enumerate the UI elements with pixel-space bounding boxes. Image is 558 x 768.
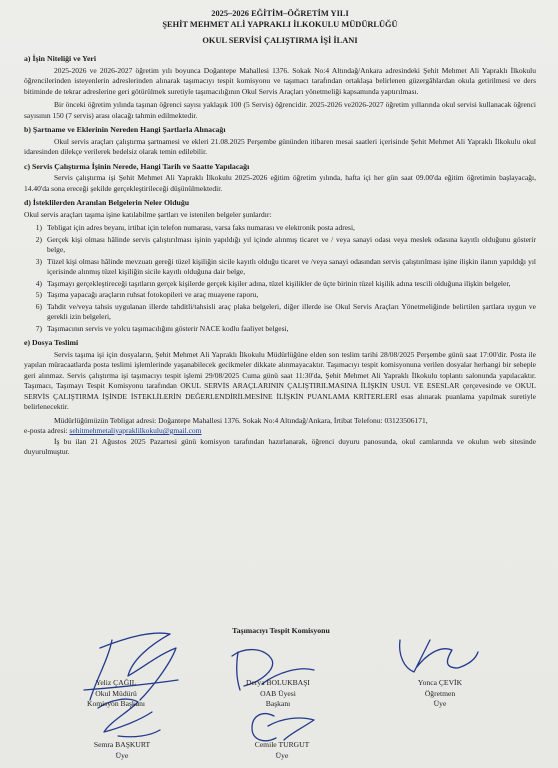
section-a xyxy=(24,54,536,121)
signatory-role: Komisyon Başkanı xyxy=(86,699,145,708)
signatory-name: Derya BOLUKBAŞI xyxy=(246,678,310,687)
list-item: 4) Taşımayı gerçekleştireceği taşıtların gerçek kişilerde gerçek kişiler adına, tüzel kişilikler de üçte birinin tüzel kişilik adına tescili olduğuna ilişkin belgeler, xyxy=(35,278,511,288)
signatory-name: Yeliz ÇAĞIL xyxy=(95,678,137,687)
list-item: 2) Gerçek kişi olması hâlinde servis çalıştırılması işinin yapıldığı yıl içinde alınmış ticaret ve / veya sanayi odası veya meslek odasına kayıtlı olduğunu gösterir belge, xyxy=(35,234,536,254)
header-school-name: ŞEHİT MEHMET ALİ YAPRAKLI İLKOKULU MÜDÜRLÜĞÜ xyxy=(162,20,398,29)
signatory-yeliz xyxy=(56,678,176,710)
section-c-paragraph: Servis çalıştırma işi Şehit Mehmet Ali Yapraklı İlkokulu 2025-2026 eğitim öğretim yılında, hafta içi her gün saat 09.00'da eğitim öğretimin başlayacağı, 14.40'da sona ereceği şekilde gerçekleştirileceği düşünülmektedir. xyxy=(24,173,536,193)
section-a-paragraph-2: Bir önceki öğretim yılında taşınan öğrenci sayısı yaklaşık 100 (5 Servis) öğrencidir. 2025-2026 ve2026-2027 öğretim yıllarında okul servisi kullanacak öğrenci sayısının 150 (7 servis) arası olacağı tahmin edilmektedir. xyxy=(24,100,536,120)
signatory-role: Başkanı xyxy=(265,699,291,708)
header-school-year: 2025–2026 EĞİTİM–ÖĞRETİM YILI xyxy=(211,9,349,18)
section-b-title: b) Şartname ve Eklerinin Nereden Hangi Şartlarla Alınacağı xyxy=(24,125,226,134)
email-link[interactable]: sehitmehmetaliyapraklilkokulu@gmail.com xyxy=(69,426,202,435)
signatory-role: Öğretmen xyxy=(424,688,456,698)
signatory-role: Okul Müdürü xyxy=(95,688,137,698)
list-item: 6) Tahdit ve/veya tahsis uygulanan illerde tahditli/tahsisli araç plaka belgeleri, diğer illerde ise Okul Servis Araçları Yönetmeliğinde belirtilen şartlara uygun ve gerekli izin belgeleri, xyxy=(35,301,536,321)
section-c xyxy=(24,162,536,195)
signatory-role: Üye xyxy=(275,750,289,760)
section-e xyxy=(24,338,536,458)
section-a-paragraph-1: 2025-2026 ve 2026-2027 öğretim yılı boyunca Doğantepe Mahallesi 1376. Sokak No:4 Altındağ/Ankara adresindeki Şehit Mehmet Ali Yapraklı İlkokulu öğrencilerinden isteyenlerin adreslerinden alınarak taşımacıyı tespit komisyonu ve taşımacı tarafından ortaklaşa belirlenen güzergâhlardan okula getirilmesi ve ders bitiminde de tekrar adreslerine geri götürülmek suretiyle taşımacılığının Okul Servis Araçları yönetmeliği kapsamında yaptırılması. xyxy=(24,65,536,96)
signatory-yonca xyxy=(380,678,500,710)
section-d-title: d) İsteklilerden Aranılan Belgelerin Neler Olduğu xyxy=(24,198,190,207)
section-d xyxy=(24,198,536,334)
list-item: 5) Taşıma yapacağı araçların ruhsat fotokopileri ve araç muayene raporu, xyxy=(35,290,259,299)
signatory-cemile xyxy=(222,740,342,761)
section-c-title: c) Servis Çalıştırma İşinin Nerede, Hangi Tarih ve Saatte Yapılacağı xyxy=(24,161,250,171)
section-e-paragraph: Servis taşıma işi için dosyaların, Şehit Mehmet Ali Yapraklı İlkokulu Müdürlüğüne elden son teslim tarihi 28/08/2025 Perşembe günü saat 17:00'dir. Posta ile yapılan müracaatlarda posta teslimi işlemlerinde yaşanabilecek gecikmeler dikkate alınmayacaktır. Taşımacıyı tespit komisyonuna verilen dosyalar herhangi bir sebeple geri alınmaz. Servis çalıştırma işi taşımacıyı tespit işlemi 29/08/2025 Cuma günü saat 11:30'da, Şehit Mehmet Ali Yapraklı İlkokulu toplantı salonunda yapılacaktır. Taşımacı, Taşımayı Tespit Komisyonu tarafından OKUL SERVİS ARAÇLARININ ÇALIŞTIRILMASINA İLİŞKİN USUL VE ESESLAR çerçevesinde ve OKUL SERVİS ÇALIŞTIRMA İŞİNDE İSTEKLİLERİN DEĞERLENDİRİLMESİNE İLİŞKİN PUANLAMA KRİTERLERİ esas alınarak puanlama yapılmak suretiyle belirlenecektir. xyxy=(24,349,536,411)
signatory-role: OAB Üyesi xyxy=(260,688,296,698)
signatory-name: Cemile TURGUT xyxy=(254,740,310,749)
list-item: 7) Taşımacının servis ve yolcu taşımacılığını gösterir NACE kodlu faaliyet belgesi, xyxy=(35,323,289,333)
signatory-name: Yonca ÇEVİK xyxy=(417,678,463,687)
section-b xyxy=(24,125,536,158)
tebligat-address: Müdürlüğümüzün Tebligat adresi: Doğantepe Mahallesi 1376. Sokak No:4 Altındağ/Ankara, İrtibat Telefonu: 03123506171, xyxy=(54,415,428,425)
signatory-derya xyxy=(218,678,338,710)
section-d-intro: Okul servis araçları taşıma işine katılabilme şartları ve istenilen belgeler şunlardır: xyxy=(24,209,272,219)
signatory-semra xyxy=(62,740,182,761)
announcement-note: İş bu ilan 21 Ağustos 2025 Pazartesi günü komisyon tarafından hazırlanarak, öğrenci duyuru panosunda, okul camlarında ve okulun web sitesinde duyurulmuştur. xyxy=(24,436,536,456)
section-e-title: e) Dosya Teslimi xyxy=(24,338,79,347)
requirements-list xyxy=(24,223,536,334)
section-a-title: a) İşin Niteliği ve Yeri xyxy=(24,54,97,63)
page-title: OKUL SERVİSİ ÇALIŞTIRMA İŞİ İLANI xyxy=(202,36,358,45)
committee-title: Taşımacıyı Tespit Komisyonu xyxy=(232,626,330,635)
document-header xyxy=(24,8,536,46)
section-b-paragraph: Okul servis araçları çalıştırma şartnamesi ve ekleri 21.08.2025 Perşembe gününden itibaren mesai saatleri içerisinde Şehit Mehmet Ali Yapraklı İlkokulu okul idaresinden dilekçe verilerek bedelsiz olarak temin edilebilir. xyxy=(24,136,536,156)
list-item: 3) Tüzel kişi olması hâlinde mevzuatı gereği tüzel kişiliğin sicile kayıtlı olduğu ticaret ve /veya sanayi odasından servis çalıştırılması işine ilişkin ilanın yapıldığı yıl içerisinde alınmış tüzel kişiliğin sicile kayıtlı olduğuna dair belge, xyxy=(35,256,536,276)
email-line: e-posta adresi: sehitmehmetaliyapraklilkokulu@gmail.com xyxy=(24,426,202,435)
signatory-role: Üye xyxy=(433,699,447,708)
list-item: 1) Tebligat için adres beyanı, irtibat için telefon numarası, varsa faks numarası ve elektronik posta adresi, xyxy=(35,223,355,232)
signatory-name: Semra BAŞKURT xyxy=(93,740,151,749)
signatory-role: Üye xyxy=(115,750,129,760)
